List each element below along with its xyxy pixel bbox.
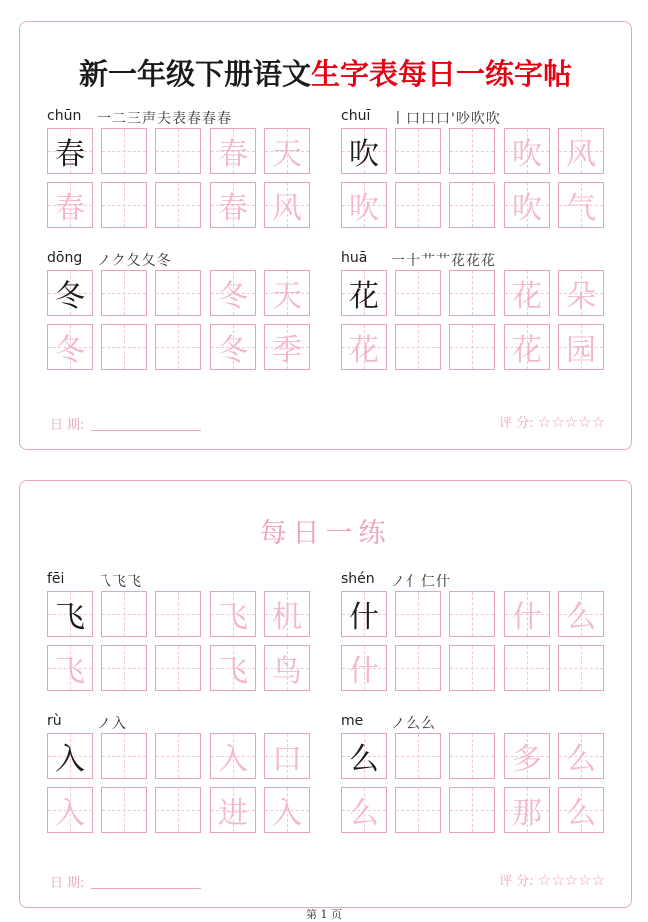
grid-char: 天	[272, 279, 302, 314]
grid-char: 么	[566, 796, 596, 831]
date-label: 日 期:	[50, 876, 85, 891]
grid-char	[450, 325, 494, 369]
grid-char: 天	[272, 137, 302, 172]
stroke-step: ノ	[97, 253, 112, 269]
stroke-step: 飞	[112, 574, 127, 590]
grid-char: 入	[272, 796, 302, 831]
grid-char	[156, 271, 200, 315]
grid-cell[interactable]	[395, 324, 441, 370]
stroke-step: 夂	[141, 253, 157, 269]
grid-char	[102, 271, 146, 315]
grid-char: 园	[566, 333, 596, 368]
grid-char	[102, 325, 146, 369]
grid-char: 季	[272, 333, 302, 368]
stroke-step: 什	[436, 574, 451, 590]
grid-cell[interactable]	[47, 733, 93, 779]
grid-cell[interactable]	[395, 182, 441, 228]
stroke-order	[391, 250, 496, 270]
grid-cell[interactable]	[155, 733, 201, 779]
stroke-step: 丨	[391, 111, 406, 127]
grid-cell[interactable]	[504, 324, 550, 370]
grid-char: 机	[272, 600, 302, 635]
char-block	[47, 713, 309, 863]
pinyin-label: shén	[341, 571, 375, 587]
pinyin-label: huā	[341, 250, 368, 266]
grid-char: 飞	[55, 600, 85, 635]
grid-cell[interactable]	[395, 645, 441, 691]
grid-char: 飞	[218, 600, 248, 635]
stroke-step: 十	[406, 253, 421, 269]
grid-char	[156, 325, 200, 369]
grid-char: 么	[566, 742, 596, 777]
char-block	[47, 108, 309, 258]
score-field	[499, 412, 605, 431]
grid-cell[interactable]	[558, 182, 604, 228]
char-block	[47, 571, 309, 721]
star-rating-icon[interactable]: ☆☆☆☆☆	[537, 413, 605, 431]
grid-cell[interactable]	[155, 128, 201, 174]
grid-cell[interactable]	[504, 128, 550, 174]
grid-cell[interactable]	[558, 591, 604, 637]
grid-cell[interactable]	[558, 645, 604, 691]
grid-cell[interactable]	[155, 324, 201, 370]
grid-char: 进	[218, 796, 248, 831]
grid-cell[interactable]	[341, 787, 387, 833]
stroke-step: 入	[112, 716, 127, 732]
grid-char: 冬	[55, 279, 85, 314]
grid-cell[interactable]	[558, 787, 604, 833]
stroke-step: 么	[406, 716, 421, 732]
grid-char: 冬	[218, 279, 248, 314]
stroke-step: 吹	[485, 111, 501, 127]
grid-cell[interactable]	[504, 182, 550, 228]
grid-cell[interactable]	[47, 182, 93, 228]
grid-cell[interactable]	[155, 270, 201, 316]
grid-char	[102, 183, 146, 227]
grid-cell[interactable]	[101, 591, 147, 637]
grid-cell[interactable]	[210, 733, 256, 779]
score-label: 评 分:	[499, 874, 534, 889]
grid-cell[interactable]	[449, 324, 495, 370]
grid-char: 入	[55, 742, 85, 777]
stroke-step: 春	[217, 111, 232, 127]
grid-char: 口	[272, 742, 302, 777]
grid-cell[interactable]	[155, 645, 201, 691]
score-field	[499, 870, 605, 889]
date-line	[91, 888, 201, 889]
grid-cell[interactable]	[101, 787, 147, 833]
grid-cell[interactable]	[449, 591, 495, 637]
grid-cell[interactable]	[395, 591, 441, 637]
stroke-step: 口'	[436, 111, 456, 127]
grid-cell[interactable]	[449, 182, 495, 228]
char-block	[341, 571, 603, 721]
grid-cell[interactable]	[101, 128, 147, 174]
grid-cell[interactable]	[47, 591, 93, 637]
score-label: 评 分:	[499, 416, 534, 431]
stroke-step: 么	[421, 716, 436, 732]
stroke-order	[97, 250, 172, 270]
grid-char	[396, 646, 440, 690]
grid-char	[156, 129, 200, 173]
title-black: 新一年级下册语文	[78, 57, 311, 91]
grid-cell[interactable]	[395, 128, 441, 174]
stroke-step: 夂	[126, 253, 142, 269]
grid-char: 冬	[55, 333, 85, 368]
pinyin-label: fēi	[47, 571, 65, 587]
stroke-step: 三	[127, 111, 142, 127]
grid-cell[interactable]	[449, 787, 495, 833]
grid-cell[interactable]	[264, 128, 310, 174]
stroke-step: 吵	[455, 111, 471, 127]
stroke-step: 春	[202, 111, 217, 127]
stroke-step: 声	[142, 111, 157, 127]
grid-cell[interactable]	[47, 324, 93, 370]
stroke-step: 花	[481, 253, 496, 269]
grid-char	[396, 271, 440, 315]
grid-char	[396, 592, 440, 636]
stroke-step: ノ	[391, 716, 406, 732]
grid-char: 什	[349, 600, 379, 635]
grid-cell[interactable]	[210, 270, 256, 316]
grid-char	[396, 183, 440, 227]
grid-char: 春	[55, 137, 85, 172]
grid-char: 风	[272, 191, 302, 226]
grid-char	[396, 734, 440, 778]
grid-cell[interactable]	[210, 128, 256, 174]
stroke-step: 一	[391, 253, 406, 269]
grid-char: 春	[218, 137, 248, 172]
stroke-order	[97, 571, 142, 591]
grid-char: 吹	[349, 137, 379, 172]
grid-cell[interactable]	[558, 270, 604, 316]
char-block	[341, 250, 603, 400]
char-block	[341, 108, 603, 258]
grid-char: 花	[512, 279, 542, 314]
stroke-order	[97, 108, 232, 128]
grid-char	[102, 646, 146, 690]
stroke-step: 花	[451, 253, 466, 269]
stroke-step: 艹	[436, 253, 451, 269]
grid-cell[interactable]	[341, 182, 387, 228]
grid-char	[156, 592, 200, 636]
stroke-step: ノ	[391, 574, 406, 590]
grid-cell[interactable]	[101, 733, 147, 779]
grid-char	[102, 788, 146, 832]
stroke-step: 亻	[406, 574, 421, 590]
grid-char	[156, 646, 200, 690]
grid-char	[559, 646, 603, 690]
grid-cell[interactable]	[264, 270, 310, 316]
grid-char	[102, 129, 146, 173]
grid-char: 么	[566, 600, 596, 635]
stroke-step: 艹	[421, 253, 436, 269]
section-title: 每日一练	[259, 518, 392, 549]
grid-char: 飞	[55, 654, 85, 689]
grid-char: 么	[349, 742, 379, 777]
grid-cell[interactable]	[210, 591, 256, 637]
stroke-step: ク	[111, 253, 127, 269]
stroke-order	[97, 713, 127, 733]
date-line	[91, 430, 201, 431]
grid-cell[interactable]	[47, 128, 93, 174]
grid-char	[450, 183, 494, 227]
grid-char	[450, 646, 494, 690]
stroke-step: 夫	[157, 111, 172, 127]
title-red: 生字表每日一练字帖	[311, 57, 573, 91]
stroke-step: ノ	[97, 716, 112, 732]
grid-char	[396, 788, 440, 832]
stroke-step: 冬	[156, 253, 172, 269]
grid-cell[interactable]	[341, 591, 387, 637]
grid-char	[156, 788, 200, 832]
grid-char: 朵	[566, 279, 596, 314]
grid-cell[interactable]	[341, 645, 387, 691]
star-rating-icon[interactable]: ☆☆☆☆☆	[537, 871, 605, 889]
stroke-step: 吹	[470, 111, 486, 127]
grid-cell[interactable]	[210, 787, 256, 833]
date-field[interactable]	[50, 414, 201, 433]
grid-cell[interactable]	[504, 591, 550, 637]
grid-cell[interactable]	[341, 128, 387, 174]
stroke-order	[391, 571, 451, 591]
stroke-step: 春	[187, 111, 202, 127]
grid-cell[interactable]	[101, 645, 147, 691]
grid-cell[interactable]	[341, 733, 387, 779]
stroke-step: 口	[421, 111, 436, 127]
grid-cell[interactable]	[264, 324, 310, 370]
grid-char: 花	[349, 333, 379, 368]
grid-char: 什	[349, 654, 379, 689]
pinyin-label: me	[341, 713, 364, 729]
grid-cell[interactable]	[504, 733, 550, 779]
grid-cell[interactable]	[47, 270, 93, 316]
page-number: 第 1 页	[306, 908, 342, 921]
grid-char: 气	[566, 191, 596, 226]
grid-char	[156, 183, 200, 227]
grid-char: 春	[55, 191, 85, 226]
grid-cell[interactable]	[395, 787, 441, 833]
grid-cell[interactable]	[210, 182, 256, 228]
grid-cell[interactable]	[558, 733, 604, 779]
grid-char	[450, 734, 494, 778]
grid-char: 什	[512, 600, 542, 635]
grid-char	[102, 592, 146, 636]
grid-char	[102, 734, 146, 778]
grid-cell[interactable]	[210, 324, 256, 370]
stroke-order	[391, 713, 436, 733]
grid-char: 飞	[218, 654, 248, 689]
pinyin-label: chūn	[47, 108, 82, 124]
stroke-step: 二	[112, 111, 127, 127]
grid-cell[interactable]	[395, 733, 441, 779]
grid-cell[interactable]	[558, 324, 604, 370]
grid-char	[156, 734, 200, 778]
grid-cell[interactable]	[341, 324, 387, 370]
grid-cell[interactable]	[264, 591, 310, 637]
grid-cell[interactable]	[155, 591, 201, 637]
grid-cell[interactable]	[504, 270, 550, 316]
stroke-step: 仁	[421, 574, 436, 590]
grid-cell[interactable]	[47, 787, 93, 833]
grid-cell[interactable]	[341, 270, 387, 316]
grid-char: 多	[512, 742, 542, 777]
grid-char: 那	[512, 796, 542, 831]
grid-cell[interactable]	[101, 324, 147, 370]
grid-cell[interactable]	[504, 787, 550, 833]
grid-cell[interactable]	[155, 787, 201, 833]
grid-char	[450, 271, 494, 315]
worksheet-title	[20, 52, 631, 93]
grid-char: 春	[218, 191, 248, 226]
stroke-step: 飞	[127, 574, 142, 590]
stroke-step: 表	[172, 111, 187, 127]
pinyin-label: rù	[47, 713, 62, 729]
grid-char: 么	[349, 796, 379, 831]
grid-cell[interactable]	[558, 128, 604, 174]
char-block	[341, 713, 603, 863]
grid-char: 吹	[349, 191, 379, 226]
grid-cell[interactable]	[264, 733, 310, 779]
grid-cell[interactable]	[449, 645, 495, 691]
grid-cell[interactable]	[395, 270, 441, 316]
date-field[interactable]	[50, 872, 201, 891]
grid-cell[interactable]	[101, 182, 147, 228]
grid-cell[interactable]	[47, 645, 93, 691]
grid-char	[505, 646, 549, 690]
grid-char: 鸟	[272, 654, 302, 689]
grid-cell[interactable]	[264, 182, 310, 228]
stroke-order	[391, 108, 501, 128]
grid-char	[450, 592, 494, 636]
grid-char: 吹	[512, 191, 542, 226]
grid-cell[interactable]	[210, 645, 256, 691]
stroke-step: 花	[466, 253, 481, 269]
grid-char	[396, 325, 440, 369]
grid-char: 入	[218, 742, 248, 777]
grid-cell[interactable]	[101, 270, 147, 316]
grid-char: 花	[349, 279, 379, 314]
grid-char: 入	[55, 796, 85, 831]
date-label: 日 期:	[50, 418, 85, 433]
grid-cell[interactable]	[449, 733, 495, 779]
grid-char	[450, 129, 494, 173]
stroke-step: 一	[97, 111, 112, 127]
stroke-step: 乁	[97, 574, 112, 590]
grid-cell[interactable]	[504, 645, 550, 691]
grid-char: 花	[512, 333, 542, 368]
char-block	[47, 250, 309, 400]
grid-cell[interactable]	[264, 645, 310, 691]
grid-char: 风	[566, 137, 596, 172]
pinyin-label: chuī	[341, 108, 371, 124]
grid-char: 吹	[512, 137, 542, 172]
grid-char: 冬	[218, 333, 248, 368]
grid-cell[interactable]	[264, 787, 310, 833]
stroke-step: 口	[406, 111, 421, 127]
grid-char	[396, 129, 440, 173]
grid-cell[interactable]	[449, 270, 495, 316]
pinyin-label: dōng	[47, 250, 83, 266]
grid-char	[450, 788, 494, 832]
grid-cell[interactable]	[155, 182, 201, 228]
grid-cell[interactable]	[449, 128, 495, 174]
